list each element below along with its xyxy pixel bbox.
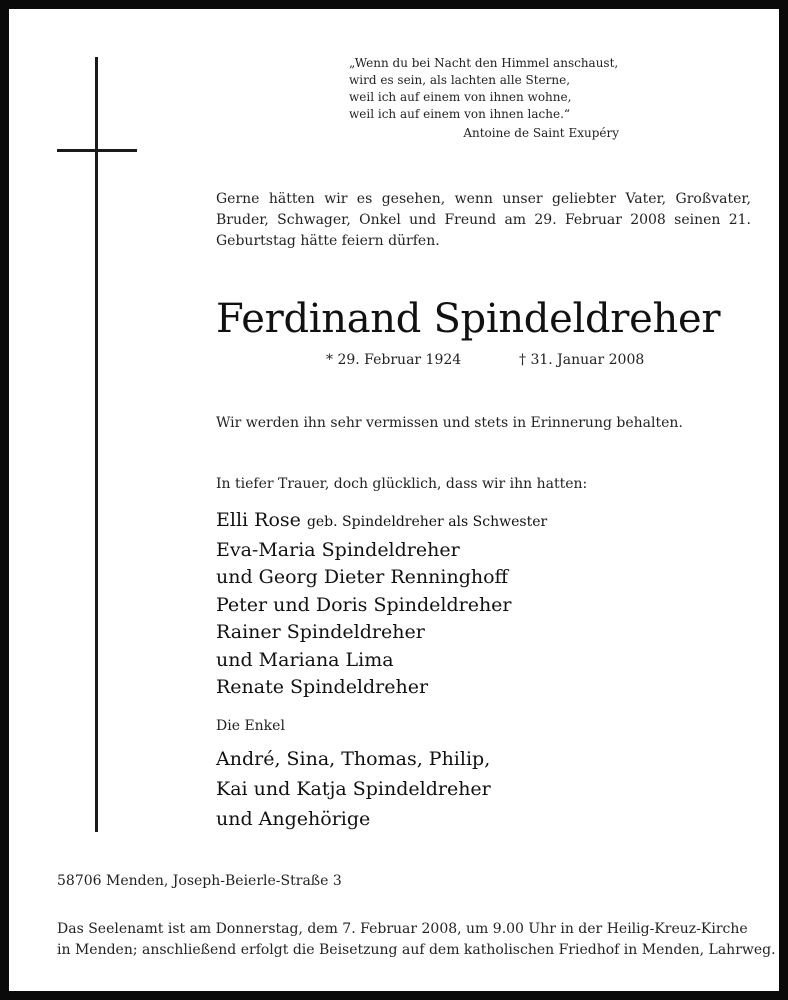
family-line: Renate Spindeldreher — [216, 676, 429, 698]
service-details — [57, 919, 776, 961]
family-line: und Mariana Lima — [216, 648, 394, 671]
family-line-sister — [216, 507, 547, 537]
grandchildren-heading: Die Enkel — [216, 718, 285, 734]
sister-name: Elli Rose — [216, 509, 301, 531]
grandchildren-list — [216, 744, 491, 834]
service-line: in Menden; anschließend erfolgt die Beisetzung auf dem katholischen Friedhof in Menden, Lahrweg. — [57, 942, 776, 958]
cross-vertical-beam — [95, 57, 98, 832]
service-line: Das Seelenamt ist am Donnerstag, dem 7. Februar 2008, um 9.00 Uhr in der Heilig-Kreuz-Kirche — [57, 921, 748, 937]
quote-line: „Wenn du bei Nacht den Himmel anschaust, — [349, 56, 619, 70]
sister-note: geb. Spindeldreher als Schwester — [306, 514, 548, 530]
family-line: und Georg Dieter Renninghoff — [216, 566, 509, 588]
family-line: Peter und Doris Spindeldreher — [216, 593, 512, 616]
family-line: Eva-Maria Spindeldreher — [216, 538, 460, 561]
quote-block — [349, 55, 649, 142]
grandchildren-line: Kai und Katja Spindeldreher — [216, 778, 491, 800]
intro-paragraph: Gerne hätten wir es gesehen, wenn unser geliebter Vater, Großvater, Bruder, Schwager, Onkel und Freund am 29. Februar 2008 seinen 21. Geburtstag hätte feiern dürfen. — [216, 191, 751, 249]
death-date: † 31. Januar 2008 — [519, 352, 645, 368]
memory-sentence: Wir werden ihn sehr vermissen und stets in Erinnerung behalten. — [216, 415, 683, 431]
deceased-name: Ferdinand Spindeldreher — [216, 296, 721, 342]
mourning-intro: In tiefer Trauer, doch glücklich, dass wir ihn hatten: — [216, 476, 588, 492]
grandchildren-line: und Angehörige — [216, 808, 371, 830]
grandchildren-line: André, Sina, Thomas, Philip, — [216, 748, 491, 770]
quote-author: Antoine de Saint Exupéry — [463, 126, 619, 140]
family-list — [216, 507, 547, 702]
birth-date: * 29. Februar 1924 — [326, 352, 462, 368]
family-line: Rainer Spindeldreher — [216, 621, 425, 643]
mourning-address: 58706 Menden, Joseph-Beierle-Straße 3 — [57, 873, 342, 889]
quote-line: weil ich auf einem von ihnen wohne, — [349, 90, 572, 104]
quote-line: weil ich auf einem von ihnen lache.“ — [349, 107, 571, 121]
quote-line: wird es sein, als lachten alle Sterne, — [349, 73, 571, 87]
cross-horizontal-beam — [57, 149, 137, 152]
